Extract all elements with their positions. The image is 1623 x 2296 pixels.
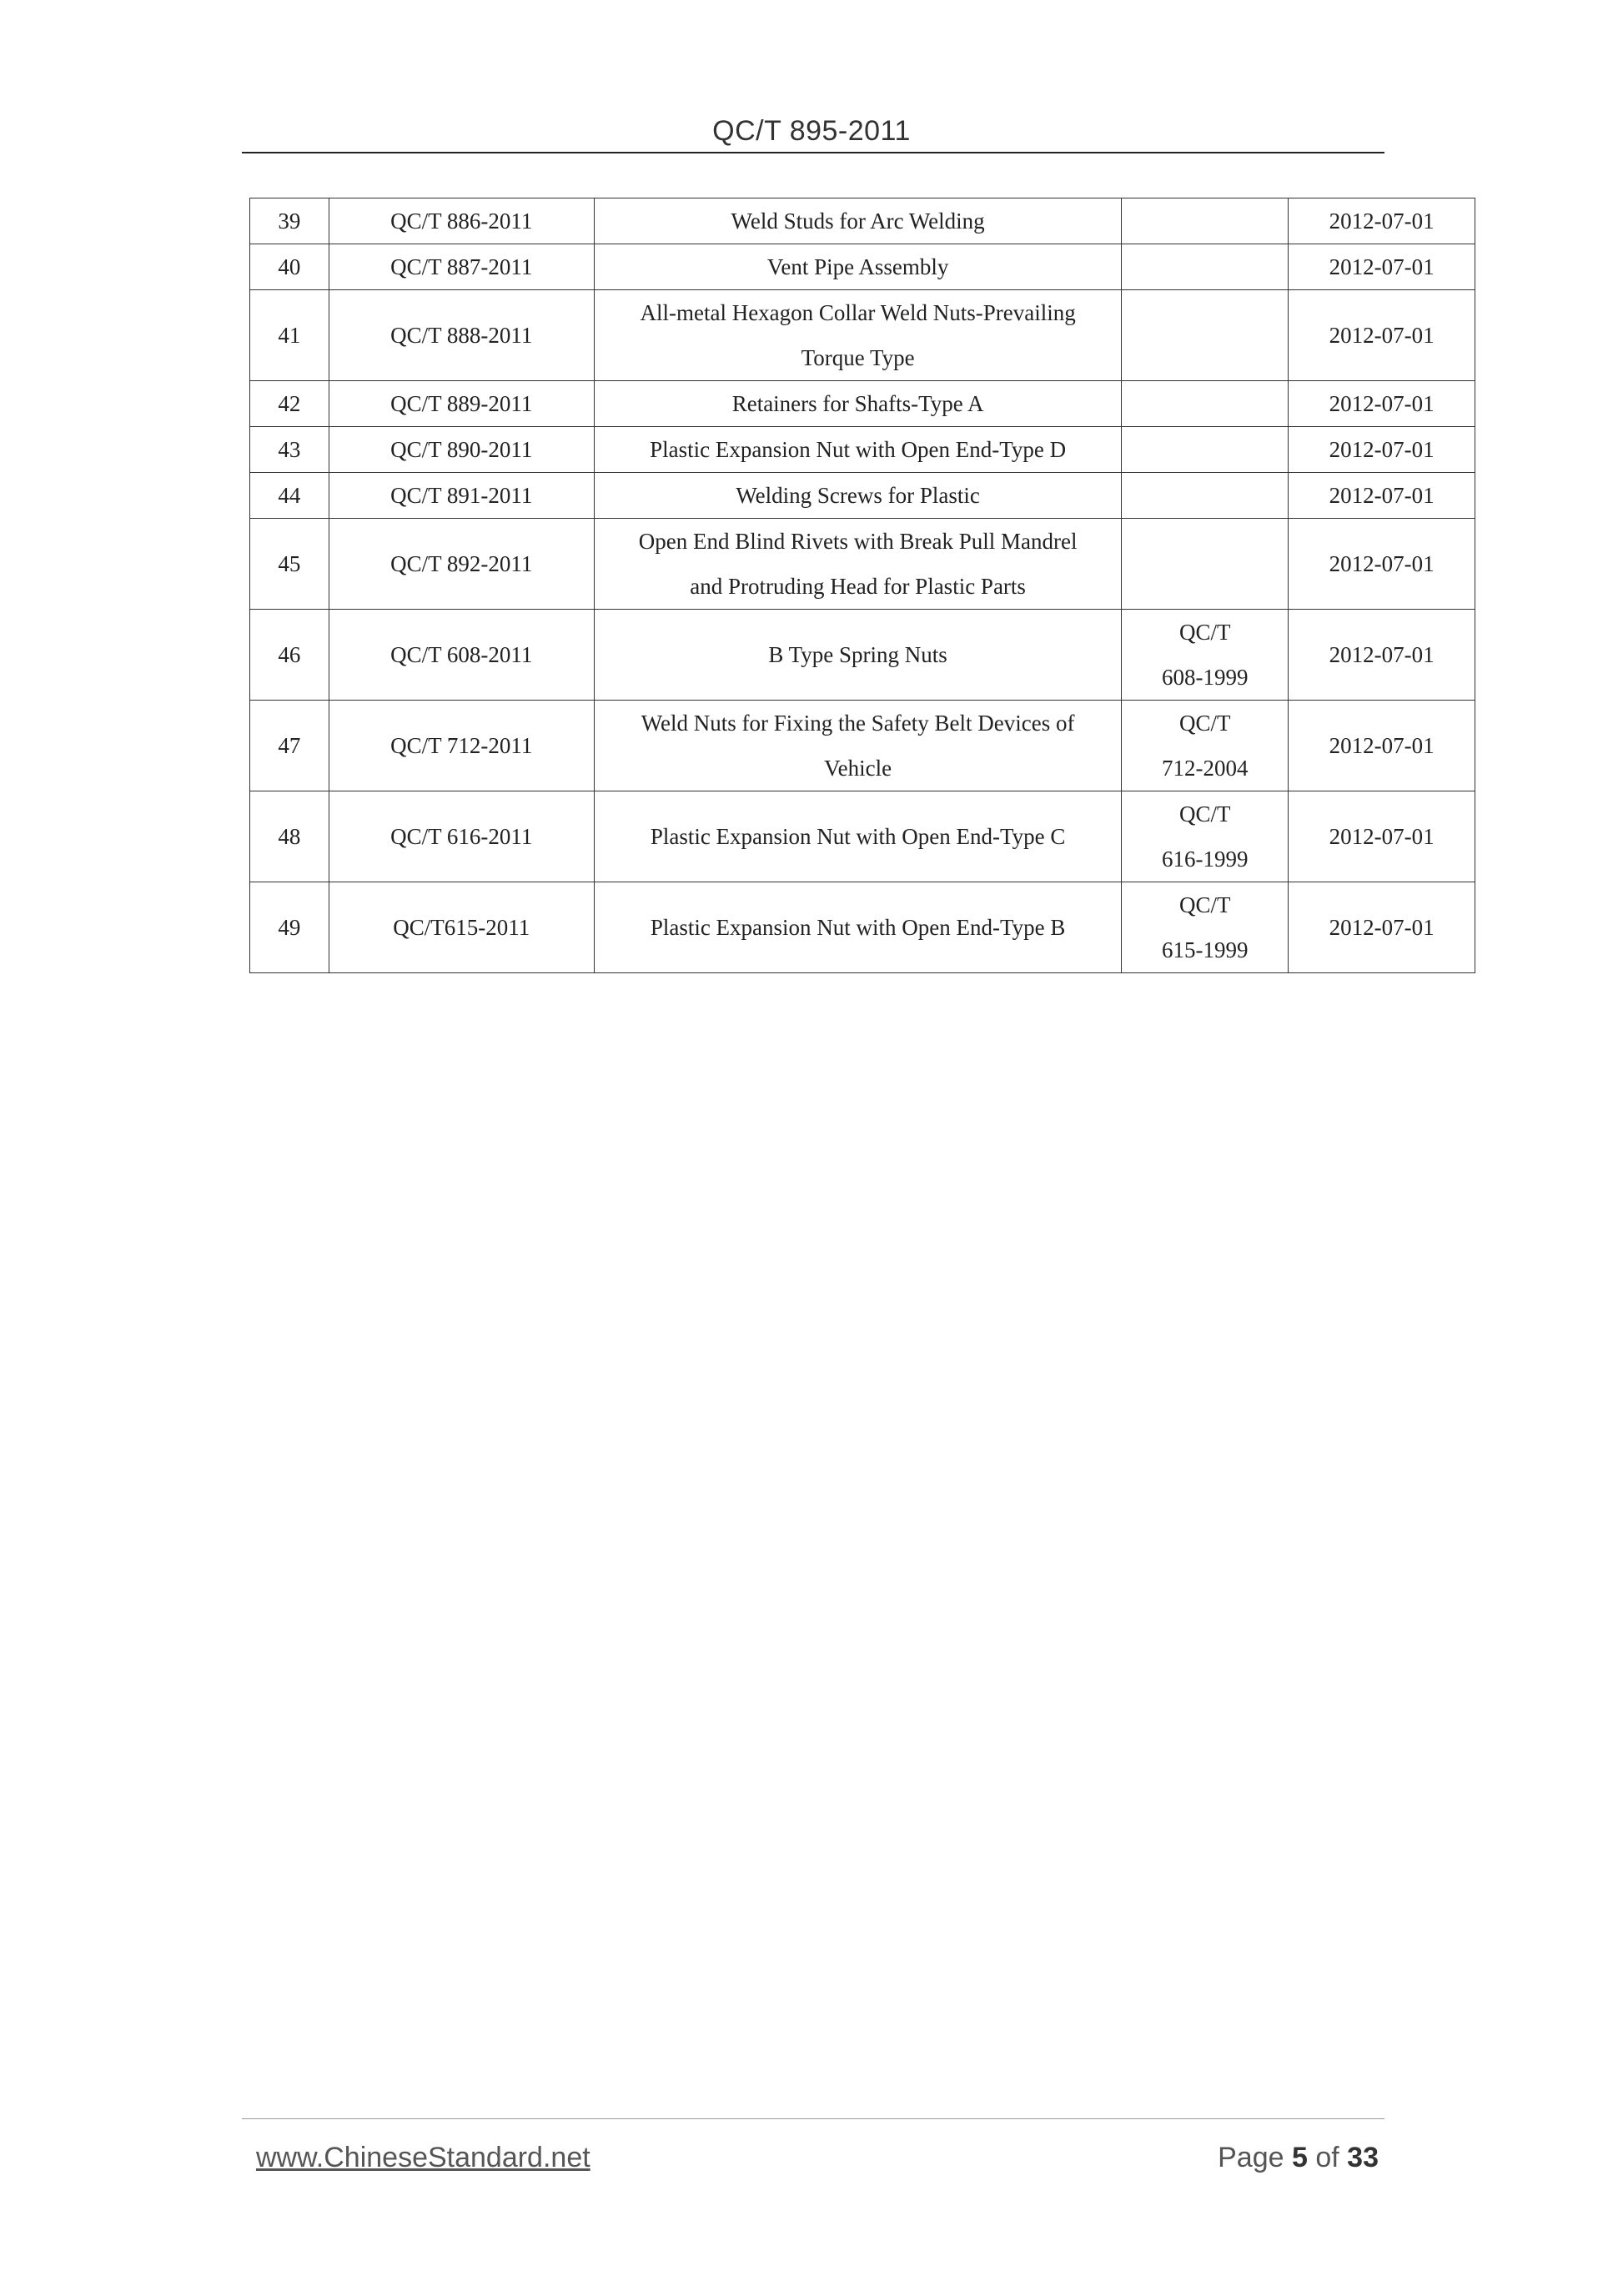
cell-implementation-date: 2012-07-01 bbox=[1289, 882, 1475, 973]
cell-standard-code: QC/T 888-2011 bbox=[329, 290, 594, 381]
cell-implementation-date: 2012-07-01 bbox=[1289, 519, 1475, 610]
cell-standard-name-line: Welding Screws for Plastic bbox=[736, 483, 980, 508]
cell-number: 48 bbox=[250, 791, 329, 882]
cell-replaced-standard bbox=[1122, 473, 1289, 519]
table-row bbox=[250, 882, 1475, 973]
page-of: of bbox=[1315, 2142, 1339, 2173]
cell-number: 39 bbox=[250, 198, 329, 244]
cell-replaced-standard bbox=[1122, 519, 1289, 610]
cell-replaced-standard-line: 616-1999 bbox=[1162, 847, 1249, 872]
cell-standard-name bbox=[594, 882, 1121, 973]
cell-standard-name-line: Weld Studs for Arc Welding bbox=[731, 208, 985, 234]
cell-standard-code: QC/T 616-2011 bbox=[329, 791, 594, 882]
website-link[interactable]: www.ChineseStandard.net bbox=[256, 2142, 590, 2173]
page-current: 5 bbox=[1291, 2142, 1308, 2173]
cell-implementation-date: 2012-07-01 bbox=[1289, 791, 1475, 882]
table-row bbox=[250, 519, 1475, 610]
cell-replaced-standard bbox=[1122, 427, 1289, 473]
cell-standard-name-line: Vent Pipe Assembly bbox=[766, 254, 949, 279]
cell-standard-name-line: Plastic Expansion Nut with Open End-Type D bbox=[650, 437, 1067, 462]
cell-replaced-standard bbox=[1122, 882, 1289, 973]
cell-standard-name bbox=[594, 290, 1121, 381]
cell-implementation-date: 2012-07-01 bbox=[1289, 427, 1475, 473]
cell-replaced-standard-line: QC/T bbox=[1179, 801, 1231, 826]
cell-standard-code: QC/T 891-2011 bbox=[329, 473, 594, 519]
cell-standard-code: QC/T 892-2011 bbox=[329, 519, 594, 610]
cell-number: 40 bbox=[250, 244, 329, 290]
table-row bbox=[250, 473, 1475, 519]
table-row bbox=[250, 198, 1475, 244]
cell-standard-name-line: All-metal Hexagon Collar Weld Nuts-Prevailing bbox=[640, 300, 1076, 325]
cell-standard-name bbox=[594, 701, 1121, 791]
cell-standard-code: QC/T 889-2011 bbox=[329, 381, 594, 427]
cell-number: 42 bbox=[250, 381, 329, 427]
cell-implementation-date: 2012-07-01 bbox=[1289, 290, 1475, 381]
cell-standard-name bbox=[594, 610, 1121, 701]
cell-standard-name-line: and Protruding Head for Plastic Parts bbox=[690, 574, 1026, 599]
cell-standard-name-line: B Type Spring Nuts bbox=[768, 642, 947, 667]
cell-replaced-standard-line: QC/T bbox=[1179, 711, 1231, 736]
cell-number: 43 bbox=[250, 427, 329, 473]
cell-replaced-standard bbox=[1122, 244, 1289, 290]
table-row bbox=[250, 610, 1475, 701]
cell-standard-name-line: Retainers for Shafts-Type A bbox=[731, 391, 984, 416]
table-row bbox=[250, 381, 1475, 427]
cell-standard-code: QC/T 886-2011 bbox=[329, 198, 594, 244]
cell-standard-name-line: Plastic Expansion Nut with Open End-Type B bbox=[650, 915, 1066, 940]
cell-number: 47 bbox=[250, 701, 329, 791]
cell-implementation-date: 2012-07-01 bbox=[1289, 244, 1475, 290]
cell-implementation-date: 2012-07-01 bbox=[1289, 198, 1475, 244]
cell-standard-name bbox=[594, 427, 1121, 473]
cell-standard-name-line: Weld Nuts for Fixing the Safety Belt Devices of bbox=[641, 711, 1075, 736]
cell-standard-code: QC/T 890-2011 bbox=[329, 427, 594, 473]
cell-number: 44 bbox=[250, 473, 329, 519]
cell-implementation-date: 2012-07-01 bbox=[1289, 473, 1475, 519]
table-row bbox=[250, 791, 1475, 882]
page-total: 33 bbox=[1347, 2142, 1379, 2173]
cell-implementation-date: 2012-07-01 bbox=[1289, 610, 1475, 701]
cell-replaced-standard-line: 615-1999 bbox=[1162, 937, 1249, 962]
cell-standard-name-line: Torque Type bbox=[801, 345, 915, 370]
cell-standard-name bbox=[594, 244, 1121, 290]
cell-replaced-standard bbox=[1122, 610, 1289, 701]
cell-replaced-standard-line: QC/T bbox=[1179, 892, 1231, 917]
cell-replaced-standard bbox=[1122, 791, 1289, 882]
standards-table-body bbox=[250, 198, 1475, 973]
cell-replaced-standard-line: QC/T bbox=[1179, 620, 1231, 645]
cell-standard-name bbox=[594, 198, 1121, 244]
cell-number: 45 bbox=[250, 519, 329, 610]
cell-standard-name-line: Vehicle bbox=[824, 756, 892, 781]
cell-standard-code: QC/T 608-2011 bbox=[329, 610, 594, 701]
cell-standard-name bbox=[594, 381, 1121, 427]
cell-standard-name-line: Plastic Expansion Nut with Open End-Type C bbox=[650, 824, 1066, 849]
cell-number: 46 bbox=[250, 610, 329, 701]
cell-implementation-date: 2012-07-01 bbox=[1289, 381, 1475, 427]
header-divider bbox=[242, 152, 1384, 153]
standards-table bbox=[249, 198, 1475, 973]
cell-replaced-standard-line: 608-1999 bbox=[1162, 665, 1249, 690]
cell-number: 41 bbox=[250, 290, 329, 381]
cell-replaced-standard bbox=[1122, 701, 1289, 791]
page-header-title: QC/T 895-2011 bbox=[712, 115, 911, 147]
cell-replaced-standard-line: 712-2004 bbox=[1162, 756, 1249, 781]
cell-standard-code: QC/T 712-2011 bbox=[329, 701, 594, 791]
footer-divider bbox=[242, 2118, 1384, 2119]
cell-number: 49 bbox=[250, 882, 329, 973]
cell-standard-code: QC/T615-2011 bbox=[329, 882, 594, 973]
cell-standard-name bbox=[594, 791, 1121, 882]
table-row bbox=[250, 427, 1475, 473]
table-row bbox=[250, 244, 1475, 290]
cell-implementation-date: 2012-07-01 bbox=[1289, 701, 1475, 791]
cell-standard-name-line: Open End Blind Rivets with Break Pull Mandrel bbox=[638, 529, 1078, 554]
cell-replaced-standard bbox=[1122, 198, 1289, 244]
cell-replaced-standard bbox=[1122, 290, 1289, 381]
table-row bbox=[250, 701, 1475, 791]
table-row bbox=[250, 290, 1475, 381]
cell-standard-name bbox=[594, 473, 1121, 519]
page-prefix: Page bbox=[1218, 2142, 1284, 2173]
cell-standard-code: QC/T 887-2011 bbox=[329, 244, 594, 290]
cell-standard-name bbox=[594, 519, 1121, 610]
cell-replaced-standard bbox=[1122, 381, 1289, 427]
page-number bbox=[1218, 2142, 1379, 2174]
